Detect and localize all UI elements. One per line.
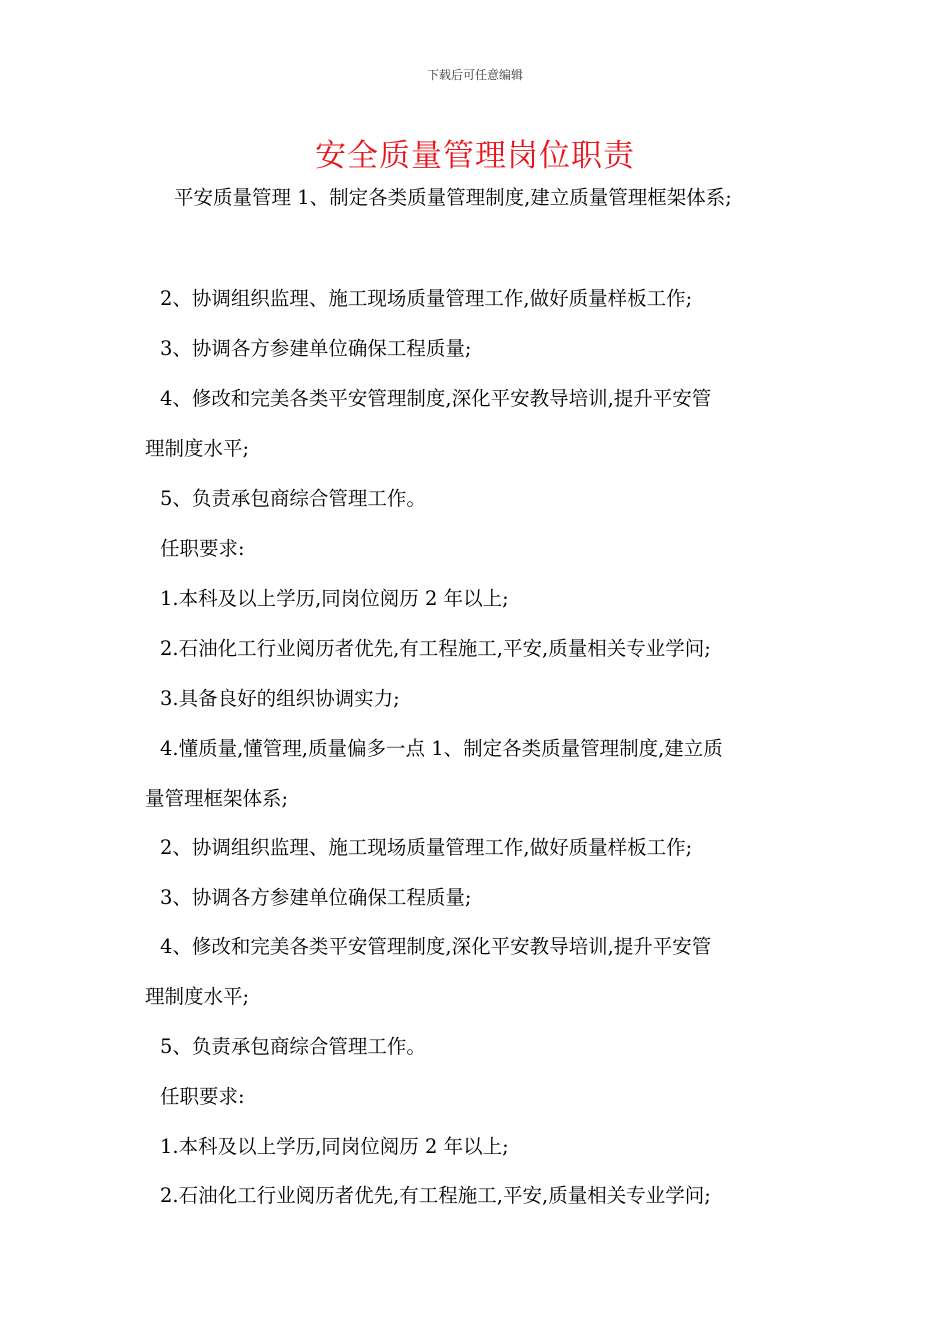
body-line-15: 4、修改和完美各类平安管理制度,深化平安教导培训,提升平安管: [160, 935, 712, 958]
body-line-2: 2、协调组织监理、施工现场质量管理工作,做好质量样板工作;: [160, 287, 693, 310]
body-line-19: 1.本科及以上学历,同岗位阅历 2 年以上;: [160, 1135, 509, 1158]
body-line-4: 4、修改和完美各类平安管理制度,深化平安教导培训,提升平安管: [160, 387, 712, 410]
body-line-13: 2、协调组织监理、施工现场质量管理工作,做好质量样板工作;: [160, 836, 693, 859]
body-line-1: 平安质量管理 1、制定各类质量管理制度,建立质量管理框架体系;: [174, 186, 732, 209]
body-line-11: 4.懂质量,懂管理,质量偏多一点 1、制定各类质量管理制度,建立质: [160, 737, 723, 760]
header-note: 下载后可任意编辑: [426, 68, 523, 82]
body-line-3: 3、协调各方参建单位确保工程质量;: [160, 337, 472, 360]
page-title: 安全质量管理岗位职责: [315, 138, 635, 174]
body-line-5: 理制度水平;: [145, 437, 250, 460]
body-line-6: 5、负责承包商综合管理工作。: [160, 487, 426, 510]
body-line-18: 任职要求:: [160, 1085, 245, 1108]
body-line-12: 量管理框架体系;: [145, 787, 289, 810]
body-line-16: 理制度水平;: [145, 985, 250, 1008]
body-line-10: 3.具备良好的组织协调实力;: [160, 687, 400, 710]
body-line-7: 任职要求:: [160, 537, 245, 560]
body-line-8: 1.本科及以上学历,同岗位阅历 2 年以上;: [160, 587, 509, 610]
body-line-20: 2.石油化工行业阅历者优先,有工程施工,平安,质量相关专业学问;: [160, 1184, 711, 1207]
body-line-17: 5、负责承包商综合管理工作。: [160, 1035, 426, 1058]
body-line-9: 2.石油化工行业阅历者优先,有工程施工,平安,质量相关专业学问;: [160, 637, 711, 660]
body-line-14: 3、协调各方参建单位确保工程质量;: [160, 886, 472, 909]
